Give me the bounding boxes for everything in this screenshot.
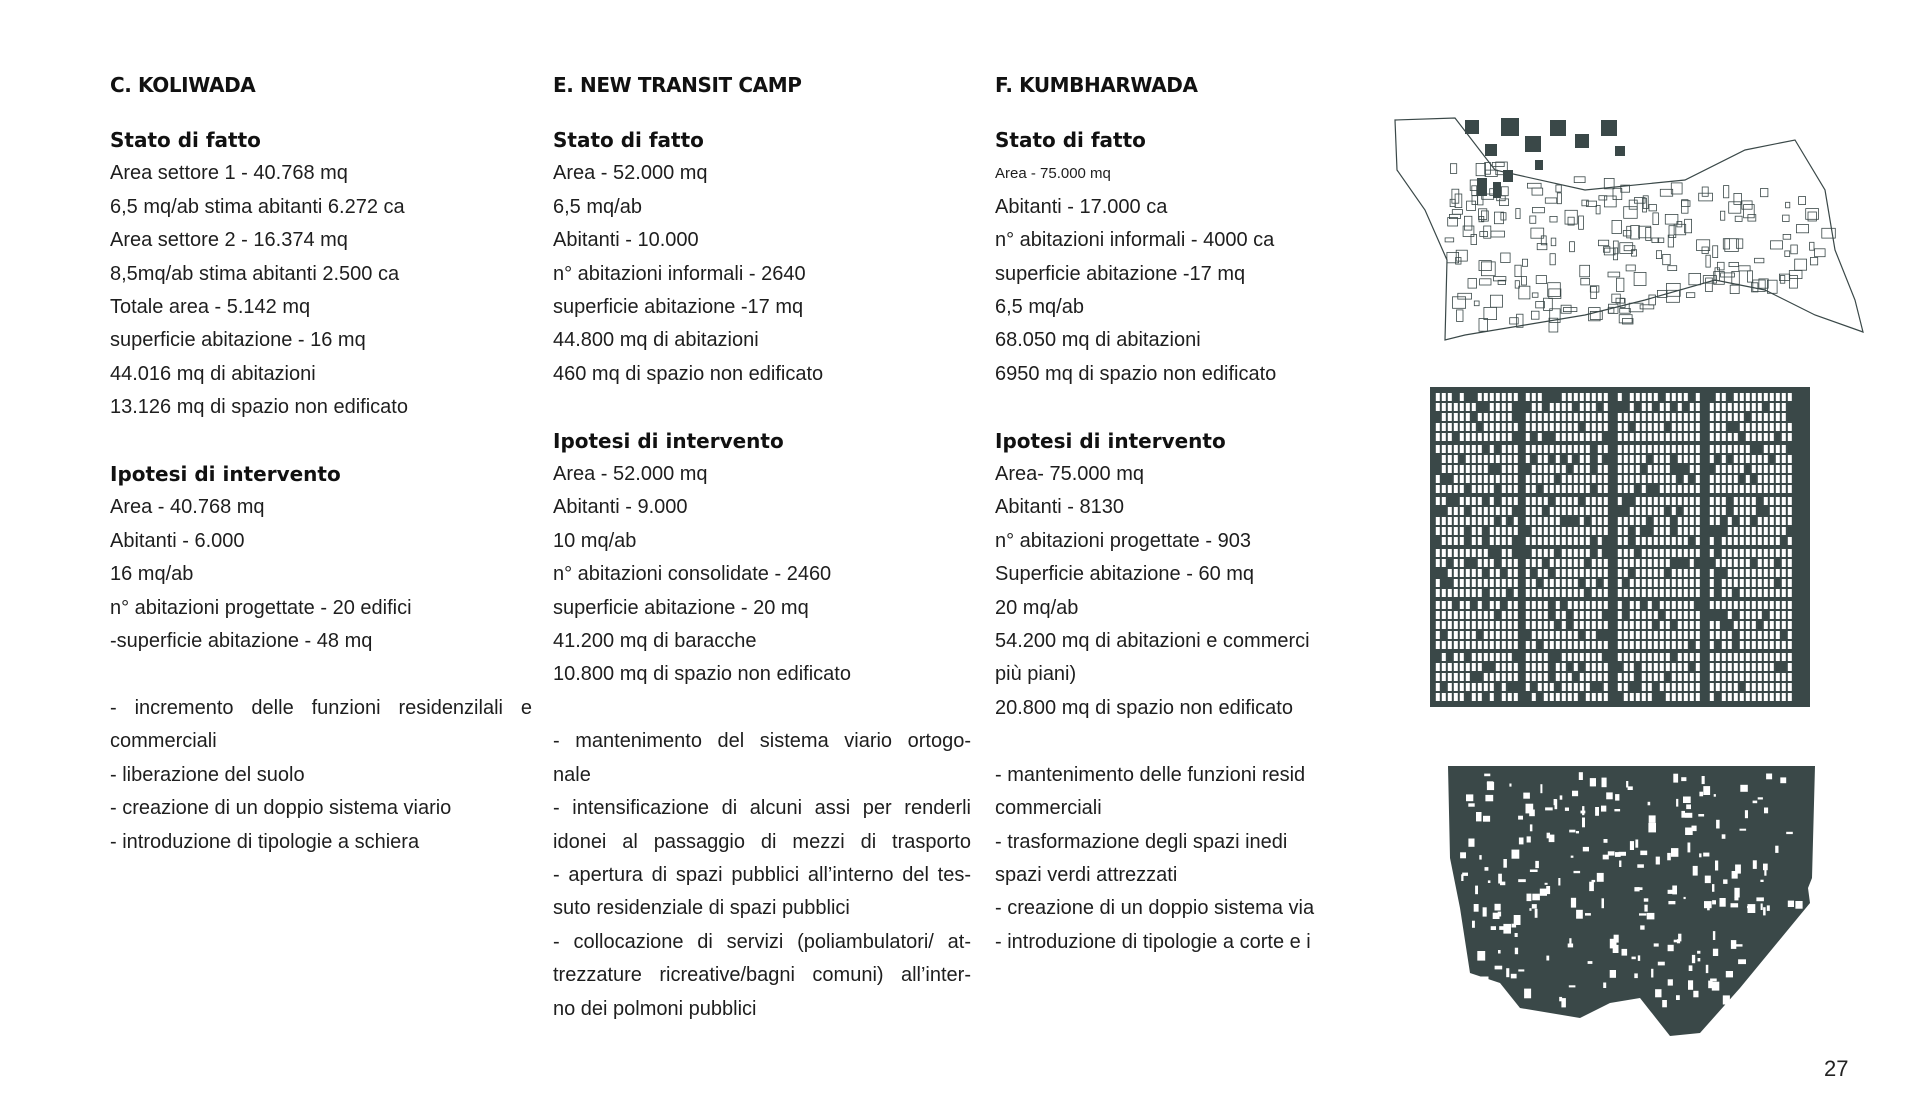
text-line: spazi verdi attrezzati (995, 863, 1178, 886)
heading-new-transit-camp: E. NEW TRANSIT CAMP (553, 73, 802, 97)
text-line: n° abitazioni progettate - 20 edifici (110, 596, 412, 619)
text-line: - incremento delle funzioni residenzilali e (110, 696, 532, 719)
text-line: n° abitazioni consolidate - 2460 (553, 563, 832, 586)
text-line: Area settore 1 - 40.768 mq (110, 162, 348, 185)
text-line: - creazione di un doppio sistema via (995, 897, 1315, 920)
text-line: Abitanti - 8130 (995, 496, 1124, 519)
text-line: - creazione di un doppio sistema viario (110, 797, 452, 820)
text-line: 20 mq/ab (995, 596, 1079, 619)
text-line: Abitanti - 10.000 (553, 229, 699, 252)
text-line: suto residenziale di spazi pubblici (553, 897, 850, 920)
text-line: Abitanti - 9.000 (553, 496, 688, 519)
text-line: n° abitazioni informali - 2640 (553, 262, 806, 285)
text-line: trezzature ricreative/bagni comuni) all’inter- (553, 964, 971, 987)
text-line: 6,5 mq/ab stima abitanti 6.272 ca (110, 195, 405, 218)
map-koliwada (1385, 110, 1865, 345)
text-line: superficie abitazione -17 mq (995, 262, 1246, 285)
text-line: 6,5 mq/ab (553, 195, 642, 218)
subheading-ipotesi: Ipotesi di intervento (553, 428, 784, 453)
text-line: 6950 mq di spazio non edificato (995, 362, 1277, 385)
text-line: 13.126 mq di spazio non edificato (110, 396, 408, 419)
text-line: Area - 52.000 mq (553, 162, 708, 185)
heading-koliwada: C. KOLIWADA (110, 73, 256, 97)
text-line: - mantenimento del sistema viario ortogo- (553, 730, 971, 753)
text-line: no dei polmoni pubblici (553, 997, 757, 1020)
text-line: 54.200 mq di abitazioni e commerci (995, 630, 1310, 653)
text-line: Superficie abitazione - 60 mq (995, 563, 1255, 586)
text-line: 8,5mq/ab stima abitanti 2.500 ca (110, 262, 400, 285)
text-line: superficie abitazione - 16 mq (110, 329, 366, 352)
text-line: commerciali (110, 730, 217, 753)
text-line: Abitanti - 6.000 (110, 529, 245, 552)
text-line-small: Area - 75.000 mq (995, 165, 1111, 183)
text-line: Area - 40.768 mq (110, 496, 265, 519)
text-line: 10 mq/ab (553, 529, 637, 552)
subheading-stato-di-fatto: Stato di fatto (995, 128, 1146, 152)
text-line: 68.050 mq di abitazioni (995, 329, 1201, 352)
text-line: - apertura di spazi pubblici all’interno del tes- (553, 863, 971, 886)
text-line: n° abitazioni progettate - 903 (995, 529, 1251, 552)
column-new-transit-camp (553, 72, 971, 1026)
text-line: Area settore 2 - 16.374 mq (110, 229, 348, 252)
column-kumbharwada (995, 72, 1350, 959)
subheading-ipotesi: Ipotesi di intervento (110, 462, 341, 487)
text-line: - liberazione del suolo (110, 763, 305, 786)
column-koliwada (110, 72, 532, 859)
text-line: 41.200 mq di baracche (553, 630, 757, 653)
text-line: 6,5 mq/ab (995, 296, 1084, 319)
text-line: nale (553, 763, 591, 786)
text-line: Totale area - 5.142 mq (110, 296, 311, 319)
text-line: 460 mq di spazio non edificato (553, 362, 824, 385)
page-number: 27 (1824, 1056, 1849, 1081)
text-line: - trasformazione degli spazi inedi (995, 830, 1288, 853)
text-line: commerciali (995, 797, 1102, 820)
text-line: Area- 75.000 mq (995, 463, 1144, 486)
heading-kumbharwada: F. KUMBHARWADA (995, 73, 1198, 97)
text-line: -superficie abitazione - 48 mq (110, 630, 373, 653)
text-line: 44.016 mq di abitazioni (110, 362, 316, 385)
text-line: 20.800 mq di spazio non edificato (995, 696, 1293, 719)
text-line: 44.800 mq di abitazioni (553, 329, 759, 352)
map-new-transit-camp (1425, 382, 1815, 712)
subheading-stato-di-fatto: Stato di fatto (553, 128, 704, 152)
text-line: superficie abitazione -17 mq (553, 296, 804, 319)
text-line: superficie abitazione - 20 mq (553, 596, 809, 619)
text-line: - mantenimento delle funzioni resid (995, 763, 1306, 786)
text-line: - introduzione di tipologie a corte e i (995, 930, 1311, 953)
text-line: n° abitazioni informali - 4000 ca (995, 229, 1275, 252)
text-line: - introduzione di tipologie a schiera (110, 830, 420, 853)
text-line: più piani) (995, 663, 1077, 686)
text-line: - collocazione di servizi (poliambulatori/ at- (553, 930, 971, 953)
text-line: 16 mq/ab (110, 563, 194, 586)
text-line: Abitanti - 17.000 ca (995, 195, 1168, 218)
text-line: Area - 52.000 mq (553, 463, 708, 486)
text-line: - intensificazione di alcuni assi per renderli (553, 797, 971, 820)
text-line: 10.800 mq di spazio non edificato (553, 663, 851, 686)
subheading-ipotesi: Ipotesi di intervento (995, 428, 1226, 453)
map-kumbharwada (1440, 758, 1820, 1043)
subheading-stato-di-fatto: Stato di fatto (110, 128, 261, 152)
text-line: idonei al passaggio di mezzi di trasporto (553, 830, 971, 853)
